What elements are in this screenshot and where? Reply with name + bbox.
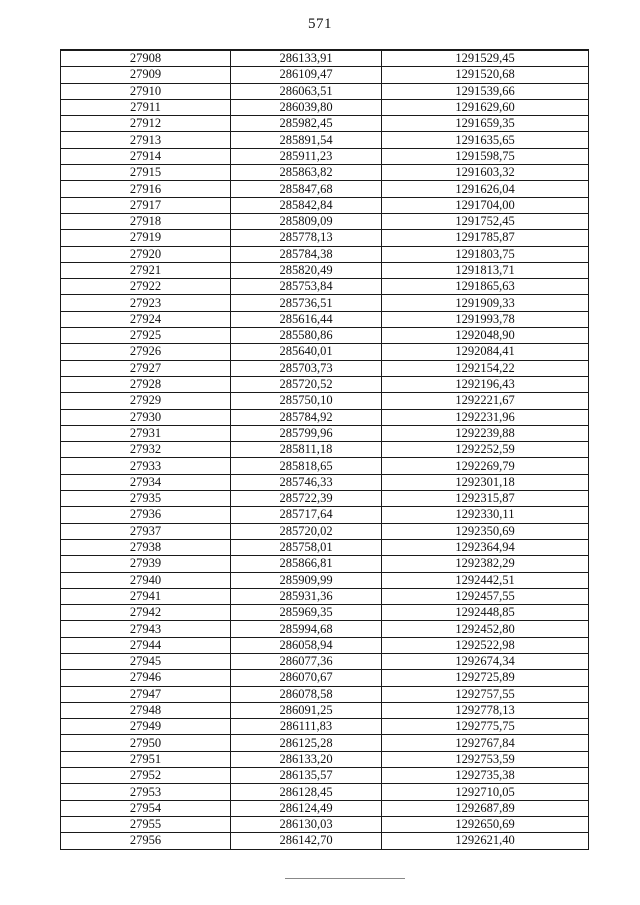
x-coordinate-cell: 285580,86: [231, 328, 382, 344]
point-number-cell: 27910: [61, 83, 231, 99]
x-coordinate-cell: 286130,03: [231, 816, 382, 832]
point-number-cell: 27937: [61, 523, 231, 539]
table-row: [61, 572, 589, 588]
point-number-cell: 27927: [61, 360, 231, 376]
x-coordinate-cell: 285640,01: [231, 344, 382, 360]
x-coordinate-cell: 285750,10: [231, 393, 382, 409]
x-coordinate-cell: 285994,68: [231, 621, 382, 637]
page-number: 571: [308, 16, 332, 32]
table-row: [61, 491, 589, 507]
y-coordinate-cell: 1291993,78: [382, 311, 589, 327]
x-coordinate-cell: 285847,68: [231, 181, 382, 197]
y-coordinate-cell: 1291529,45: [382, 50, 589, 67]
point-number-cell: 27908: [61, 50, 231, 67]
point-number-cell: 27920: [61, 246, 231, 262]
divider-line: [285, 878, 405, 879]
y-coordinate-cell: 1292457,55: [382, 588, 589, 604]
x-coordinate-cell: 286070,67: [231, 670, 382, 686]
x-coordinate-cell: 286125,28: [231, 735, 382, 751]
y-coordinate-cell: 1292154,22: [382, 360, 589, 376]
point-number-cell: 27934: [61, 474, 231, 490]
x-coordinate-cell: 286142,70: [231, 833, 382, 849]
point-number-cell: 27952: [61, 768, 231, 784]
y-coordinate-cell: 1291803,75: [382, 246, 589, 262]
y-coordinate-cell: 1291865,63: [382, 279, 589, 295]
x-coordinate-cell: 285720,52: [231, 376, 382, 392]
y-coordinate-cell: 1292687,89: [382, 800, 589, 816]
table-row: [61, 148, 589, 164]
y-coordinate-cell: 1291785,87: [382, 230, 589, 246]
x-coordinate-cell: 286133,91: [231, 50, 382, 67]
coordinates-table: [60, 49, 589, 850]
point-number-cell: 27914: [61, 148, 231, 164]
table-row: [61, 165, 589, 181]
x-coordinate-cell: 286128,45: [231, 784, 382, 800]
point-number-cell: 27955: [61, 816, 231, 832]
x-coordinate-cell: 286111,83: [231, 719, 382, 735]
point-number-cell: 27936: [61, 507, 231, 523]
x-coordinate-cell: 285799,96: [231, 425, 382, 441]
y-coordinate-cell: 1292621,40: [382, 833, 589, 849]
y-coordinate-cell: 1291520,68: [382, 67, 589, 83]
point-number-cell: 27953: [61, 784, 231, 800]
point-number-cell: 27912: [61, 116, 231, 132]
x-coordinate-cell: 285778,13: [231, 230, 382, 246]
y-coordinate-cell: 1291813,71: [382, 262, 589, 278]
point-number-cell: 27917: [61, 197, 231, 213]
point-number-cell: 27942: [61, 605, 231, 621]
y-coordinate-cell: 1292239,88: [382, 425, 589, 441]
x-coordinate-cell: 285863,82: [231, 165, 382, 181]
table-row: [61, 653, 589, 669]
point-number-cell: 27939: [61, 556, 231, 572]
table-row: [61, 116, 589, 132]
y-coordinate-cell: 1292330,11: [382, 507, 589, 523]
x-coordinate-cell: 285616,44: [231, 311, 382, 327]
point-number-cell: 27947: [61, 686, 231, 702]
point-number-cell: 27911: [61, 99, 231, 115]
point-number-cell: 27926: [61, 344, 231, 360]
x-coordinate-cell: 285746,33: [231, 474, 382, 490]
table-row: [61, 67, 589, 83]
x-coordinate-cell: 285736,51: [231, 295, 382, 311]
x-coordinate-cell: 286091,25: [231, 702, 382, 718]
point-number-cell: 27948: [61, 702, 231, 718]
y-coordinate-cell: 1292231,96: [382, 409, 589, 425]
x-coordinate-cell: 285969,35: [231, 605, 382, 621]
point-number-cell: 27956: [61, 833, 231, 849]
table-row: [61, 816, 589, 832]
y-coordinate-cell: 1291752,45: [382, 213, 589, 229]
table-row: [61, 230, 589, 246]
x-coordinate-cell: 286063,51: [231, 83, 382, 99]
x-coordinate-cell: 286058,94: [231, 637, 382, 653]
table-row: [61, 425, 589, 441]
x-coordinate-cell: 285866,81: [231, 556, 382, 572]
y-coordinate-cell: 1292221,67: [382, 393, 589, 409]
x-coordinate-cell: 285753,84: [231, 279, 382, 295]
table-row: [61, 539, 589, 555]
point-number-cell: 27943: [61, 621, 231, 637]
point-number-cell: 27929: [61, 393, 231, 409]
x-coordinate-cell: 286078,58: [231, 686, 382, 702]
x-coordinate-cell: 286133,20: [231, 751, 382, 767]
x-coordinate-cell: 285982,45: [231, 116, 382, 132]
point-number-cell: 27938: [61, 539, 231, 555]
y-coordinate-cell: 1292252,59: [382, 442, 589, 458]
x-coordinate-cell: 285720,02: [231, 523, 382, 539]
table-row: [61, 621, 589, 637]
x-coordinate-cell: 286135,57: [231, 768, 382, 784]
point-number-cell: 27913: [61, 132, 231, 148]
point-number-cell: 27935: [61, 491, 231, 507]
point-number-cell: 27954: [61, 800, 231, 816]
y-coordinate-cell: 1291598,75: [382, 148, 589, 164]
point-number-cell: 27915: [61, 165, 231, 181]
x-coordinate-cell: 285811,18: [231, 442, 382, 458]
x-coordinate-cell: 285818,65: [231, 458, 382, 474]
table-row: [61, 262, 589, 278]
point-number-cell: 27940: [61, 572, 231, 588]
point-number-cell: 27928: [61, 376, 231, 392]
y-coordinate-cell: 1292442,51: [382, 572, 589, 588]
table-row: [61, 735, 589, 751]
point-number-cell: 27918: [61, 213, 231, 229]
table-row: [61, 833, 589, 849]
x-coordinate-cell: 285820,49: [231, 262, 382, 278]
point-number-cell: 27945: [61, 653, 231, 669]
y-coordinate-cell: 1291539,66: [382, 83, 589, 99]
y-coordinate-cell: 1292725,89: [382, 670, 589, 686]
y-coordinate-cell: 1292382,29: [382, 556, 589, 572]
x-coordinate-cell: 286109,47: [231, 67, 382, 83]
x-coordinate-cell: 285722,39: [231, 491, 382, 507]
y-coordinate-cell: 1292269,79: [382, 458, 589, 474]
table-row: [61, 279, 589, 295]
x-coordinate-cell: 285931,36: [231, 588, 382, 604]
table-row: [61, 751, 589, 767]
table-row: [61, 605, 589, 621]
y-coordinate-cell: 1292522,98: [382, 637, 589, 653]
table-row: [61, 719, 589, 735]
table-row: [61, 637, 589, 653]
table-row: [61, 83, 589, 99]
table-row: [61, 328, 589, 344]
table-row: [61, 507, 589, 523]
table-row: [61, 311, 589, 327]
table-row: [61, 393, 589, 409]
y-coordinate-cell: 1292301,18: [382, 474, 589, 490]
table-row: [61, 458, 589, 474]
table-row: [61, 295, 589, 311]
point-number-cell: 27949: [61, 719, 231, 735]
x-coordinate-cell: 285891,54: [231, 132, 382, 148]
table-row: [61, 99, 589, 115]
point-number-cell: 27944: [61, 637, 231, 653]
table-row: [61, 800, 589, 816]
table-row: [61, 474, 589, 490]
y-coordinate-cell: 1292452,80: [382, 621, 589, 637]
x-coordinate-cell: 286039,80: [231, 99, 382, 115]
coordinates-table-body: [61, 50, 589, 849]
y-coordinate-cell: 1292674,34: [382, 653, 589, 669]
y-coordinate-cell: 1292196,43: [382, 376, 589, 392]
table-row: [61, 768, 589, 784]
x-coordinate-cell: 285758,01: [231, 539, 382, 555]
table-row: [61, 50, 589, 67]
y-coordinate-cell: 1291629,60: [382, 99, 589, 115]
table-row: [61, 360, 589, 376]
point-number-cell: 27931: [61, 425, 231, 441]
y-coordinate-cell: 1292084,41: [382, 344, 589, 360]
table-row: [61, 344, 589, 360]
table-row: [61, 442, 589, 458]
table-row: [61, 197, 589, 213]
table-row: [61, 784, 589, 800]
table-row: [61, 523, 589, 539]
x-coordinate-cell: 285784,92: [231, 409, 382, 425]
point-number-cell: 27946: [61, 670, 231, 686]
point-number-cell: 27950: [61, 735, 231, 751]
point-number-cell: 27921: [61, 262, 231, 278]
y-coordinate-cell: 1292757,55: [382, 686, 589, 702]
y-coordinate-cell: 1292735,38: [382, 768, 589, 784]
y-coordinate-cell: 1292650,69: [382, 816, 589, 832]
table-row: [61, 409, 589, 425]
y-coordinate-cell: 1291909,33: [382, 295, 589, 311]
x-coordinate-cell: 285909,99: [231, 572, 382, 588]
table-row: [61, 686, 589, 702]
point-number-cell: 27925: [61, 328, 231, 344]
y-coordinate-cell: 1292767,84: [382, 735, 589, 751]
point-number-cell: 27933: [61, 458, 231, 474]
x-coordinate-cell: 285703,73: [231, 360, 382, 376]
x-coordinate-cell: 286124,49: [231, 800, 382, 816]
table-row: [61, 376, 589, 392]
y-coordinate-cell: 1291704,00: [382, 197, 589, 213]
point-number-cell: 27941: [61, 588, 231, 604]
y-coordinate-cell: 1291626,04: [382, 181, 589, 197]
x-coordinate-cell: 285809,09: [231, 213, 382, 229]
point-number-cell: 27922: [61, 279, 231, 295]
x-coordinate-cell: 286077,36: [231, 653, 382, 669]
y-coordinate-cell: 1292048,90: [382, 328, 589, 344]
y-coordinate-cell: 1292775,75: [382, 719, 589, 735]
y-coordinate-cell: 1292315,87: [382, 491, 589, 507]
y-coordinate-cell: 1291659,35: [382, 116, 589, 132]
x-coordinate-cell: 285784,38: [231, 246, 382, 262]
x-coordinate-cell: 285842,84: [231, 197, 382, 213]
table-row: [61, 670, 589, 686]
x-coordinate-cell: 285911,23: [231, 148, 382, 164]
y-coordinate-cell: 1292753,59: [382, 751, 589, 767]
table-row: [61, 588, 589, 604]
point-number-cell: 27951: [61, 751, 231, 767]
table-row: [61, 556, 589, 572]
point-number-cell: 27930: [61, 409, 231, 425]
y-coordinate-cell: 1292710,05: [382, 784, 589, 800]
point-number-cell: 27909: [61, 67, 231, 83]
y-coordinate-cell: 1292364,94: [382, 539, 589, 555]
y-coordinate-cell: 1291603,32: [382, 165, 589, 181]
table-row: [61, 246, 589, 262]
table-row: [61, 213, 589, 229]
point-number-cell: 27916: [61, 181, 231, 197]
x-coordinate-cell: 285717,64: [231, 507, 382, 523]
y-coordinate-cell: 1292448,85: [382, 605, 589, 621]
table-row: [61, 132, 589, 148]
table-row: [61, 702, 589, 718]
point-number-cell: 27919: [61, 230, 231, 246]
y-coordinate-cell: 1292350,69: [382, 523, 589, 539]
point-number-cell: 27923: [61, 295, 231, 311]
point-number-cell: 27924: [61, 311, 231, 327]
table-row: [61, 181, 589, 197]
y-coordinate-cell: 1292778,13: [382, 702, 589, 718]
y-coordinate-cell: 1291635,65: [382, 132, 589, 148]
point-number-cell: 27932: [61, 442, 231, 458]
